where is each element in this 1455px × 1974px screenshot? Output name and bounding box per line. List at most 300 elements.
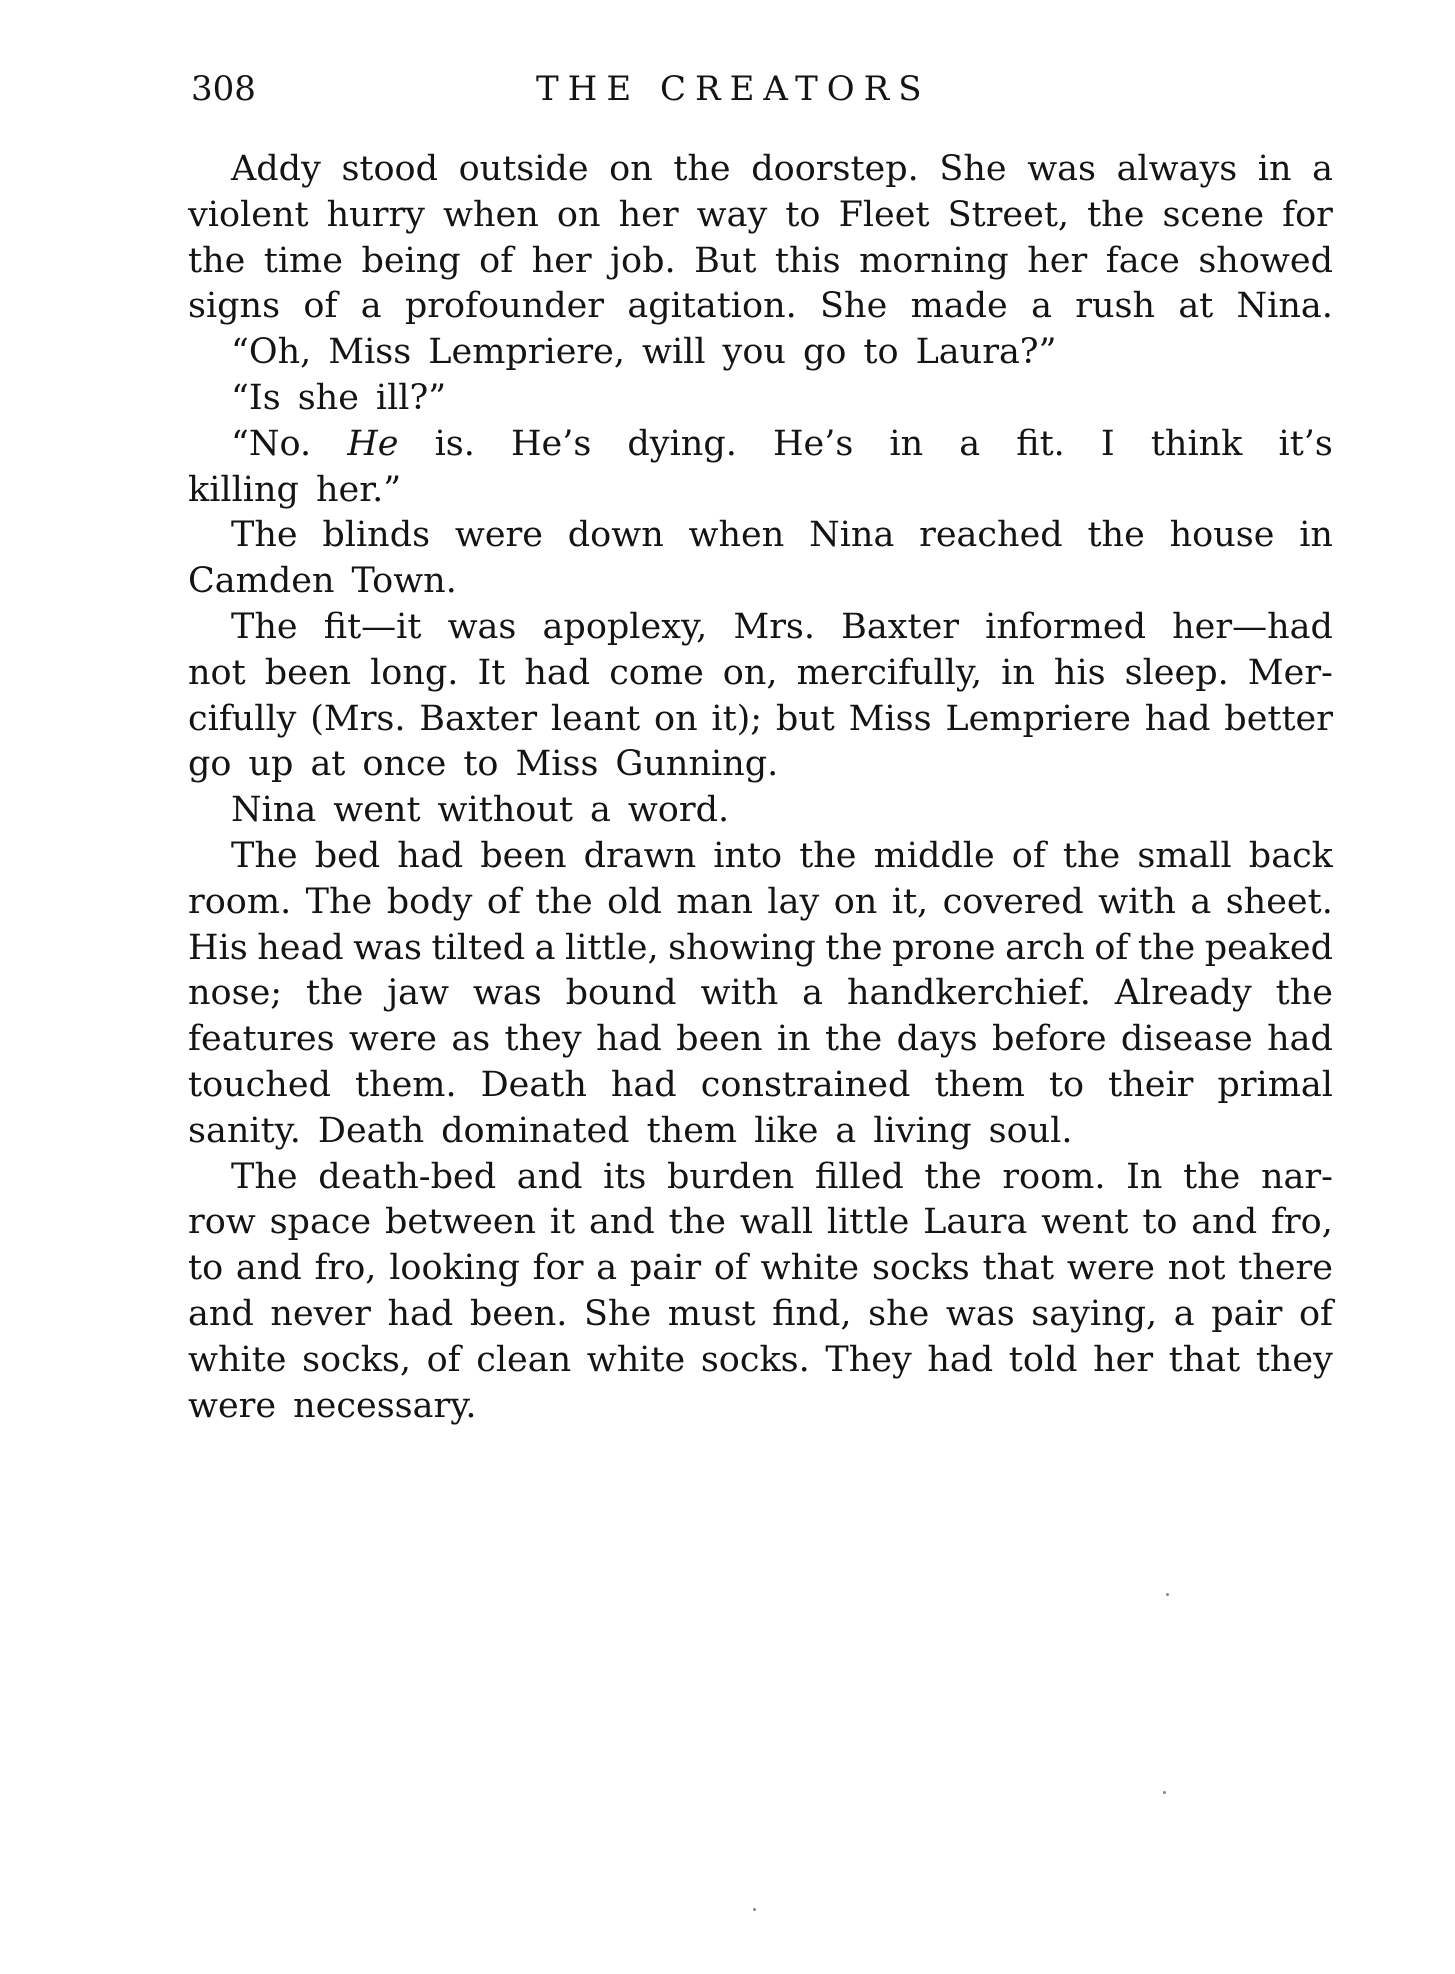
text-line — [188, 1155, 1333, 1201]
word: His — [188, 927, 248, 968]
word: the — [799, 835, 857, 876]
word: as — [451, 1019, 491, 1060]
word: little — [826, 1202, 910, 1243]
word: a — [1190, 881, 1212, 922]
word: been. — [469, 1293, 568, 1334]
word: went — [333, 790, 421, 831]
word: cifully — [188, 698, 297, 739]
text-line — [188, 1063, 1333, 1109]
word: Baxter — [841, 606, 960, 647]
word: was — [1027, 149, 1096, 189]
word: Nina — [809, 515, 895, 556]
text-line — [188, 605, 1333, 651]
word: been — [264, 652, 352, 693]
word: days — [896, 1019, 978, 1060]
word: fro, — [314, 1248, 377, 1289]
page-header — [191, 64, 1336, 114]
word: to — [463, 744, 499, 785]
word: the — [1087, 515, 1145, 556]
word: on, — [722, 652, 778, 693]
word: Mrs. — [733, 606, 816, 647]
word: head — [257, 927, 344, 968]
word: them — [646, 1110, 738, 1151]
word: a — [1312, 149, 1333, 189]
word: up — [248, 744, 294, 785]
word: like — [754, 1110, 819, 1151]
word: Laura — [923, 1202, 1028, 1243]
word: was — [472, 973, 542, 1014]
word: and — [589, 1202, 655, 1243]
word: of — [713, 1248, 748, 1289]
word: had — [610, 1064, 677, 1105]
word: She — [583, 1293, 652, 1334]
scan-speck — [1163, 1791, 1166, 1794]
word: go — [802, 332, 847, 373]
word: a — [596, 1248, 618, 1289]
word: the — [188, 240, 246, 281]
word: told — [1008, 1339, 1078, 1380]
word: of — [1298, 1293, 1333, 1334]
word: burden — [667, 1156, 795, 1197]
word: showing — [668, 927, 816, 968]
word: to — [188, 1248, 224, 1289]
word: disease — [1120, 1019, 1253, 1060]
text-line — [188, 330, 1333, 376]
word: They — [825, 1339, 912, 1380]
word: primal — [1217, 1064, 1333, 1105]
word: there — [1238, 1248, 1333, 1289]
word: clean — [476, 1339, 572, 1380]
word: the — [1183, 1156, 1241, 1197]
word: Lempriere — [945, 698, 1131, 739]
word: long. — [370, 652, 459, 693]
word: rush — [1075, 286, 1156, 327]
word: of — [479, 240, 514, 281]
word: Miss — [848, 698, 932, 739]
word: were — [454, 515, 543, 556]
word: with — [1098, 881, 1176, 922]
word: Gunning. — [615, 744, 779, 785]
word: leant — [550, 698, 641, 739]
word: hurry — [326, 194, 425, 235]
word: back — [1248, 835, 1333, 876]
word: when — [688, 515, 785, 556]
word: her — [1093, 1339, 1154, 1380]
text-line — [188, 513, 1333, 559]
word: blinds — [322, 515, 431, 556]
word: room. — [188, 881, 292, 922]
word: jaw — [387, 973, 449, 1014]
word: outside — [458, 149, 589, 189]
word: soul. — [988, 1110, 1073, 1151]
word: their — [1108, 1064, 1194, 1105]
word: profounder — [404, 286, 605, 327]
word: fro, — [1270, 1202, 1333, 1243]
word: the — [1087, 194, 1145, 235]
word: was — [353, 927, 423, 968]
word: job. — [610, 240, 676, 281]
word: in — [1001, 652, 1035, 693]
word: face — [1105, 240, 1180, 281]
word: row — [188, 1202, 256, 1243]
word: “No. — [231, 423, 312, 464]
word: of — [426, 1339, 461, 1380]
word: drawn — [583, 835, 697, 876]
word: a — [959, 423, 981, 464]
word: handkerchief. — [846, 973, 1091, 1014]
word: Miss — [515, 744, 599, 785]
word: were — [348, 1019, 438, 1060]
word: lay — [767, 881, 820, 922]
word: for — [532, 1248, 584, 1289]
word: socks, — [302, 1339, 412, 1380]
word: tilted — [431, 927, 526, 968]
word: on — [556, 194, 601, 235]
word: on — [833, 881, 878, 922]
word: The — [231, 515, 298, 556]
word: Already — [1114, 973, 1252, 1014]
word: In — [1126, 1156, 1163, 1197]
word: Mer- — [1247, 652, 1333, 693]
text-line — [188, 147, 1333, 193]
word: “Is — [231, 377, 281, 418]
word: them. — [354, 1064, 457, 1105]
word: doorstep. — [751, 149, 919, 189]
word: this — [774, 240, 841, 281]
word: not — [1167, 1248, 1226, 1289]
text-line — [188, 1292, 1333, 1338]
word: will — [642, 332, 706, 373]
word: I — [1100, 423, 1115, 464]
word: white — [760, 1248, 860, 1289]
word: her.” — [315, 469, 402, 510]
word: (Mrs. — [310, 698, 406, 739]
word: Laura?” — [915, 332, 1057, 373]
word: her — [1027, 240, 1088, 281]
word: a — [534, 927, 556, 968]
word: went — [1041, 1202, 1129, 1243]
word: into — [713, 835, 783, 876]
word: come — [609, 652, 704, 693]
word: of — [486, 881, 521, 922]
word: and — [235, 1248, 302, 1289]
text-line — [188, 559, 1333, 605]
word: was — [447, 606, 517, 647]
word: fit—it — [323, 606, 422, 647]
text-line — [188, 376, 1333, 422]
word: sanity. — [188, 1110, 301, 1151]
word: necessary. — [293, 1385, 477, 1426]
word: room. — [1002, 1156, 1106, 1197]
word: nar- — [1261, 1156, 1333, 1197]
scan-speck — [753, 1908, 756, 1911]
text-line — [188, 834, 1333, 880]
word: wall — [739, 1202, 814, 1243]
word: The — [231, 606, 298, 647]
word: space — [269, 1202, 372, 1243]
word: old — [607, 881, 662, 922]
word: to — [785, 194, 821, 235]
word: her — [618, 194, 679, 235]
word: “Oh, — [231, 332, 312, 373]
text-line — [188, 422, 1333, 468]
word: of — [303, 286, 338, 327]
word: middle — [873, 835, 995, 876]
text-line — [188, 468, 1333, 514]
word: had — [524, 652, 591, 693]
word: in — [1299, 515, 1333, 556]
word: Miss — [328, 332, 412, 373]
word: Death — [480, 1064, 587, 1105]
word: Baxter — [419, 698, 538, 739]
word: the — [673, 149, 731, 189]
running-head: THE CREATORS — [536, 69, 931, 109]
word: were — [188, 1385, 277, 1426]
text-line — [188, 651, 1333, 697]
word: body — [386, 881, 473, 922]
word: informed — [985, 606, 1146, 647]
word: The — [231, 835, 298, 876]
word: white — [586, 1339, 686, 1380]
word: the — [1137, 927, 1196, 968]
word: better — [1224, 698, 1333, 739]
word: scene — [1162, 194, 1265, 235]
word: Nina — [231, 790, 317, 831]
word: constrained — [700, 1064, 911, 1105]
word: being — [361, 240, 461, 281]
text-line — [188, 1384, 1333, 1430]
word: Camden — [188, 561, 335, 602]
word: she — [297, 377, 359, 418]
word: house — [1169, 515, 1275, 556]
word: but — [775, 698, 835, 739]
word: Town. — [351, 561, 457, 602]
word: it’s — [1278, 423, 1333, 464]
word: It — [477, 652, 506, 693]
word: between — [384, 1202, 537, 1243]
text-line — [188, 1109, 1333, 1155]
word: it, — [891, 881, 929, 922]
word: a — [1031, 286, 1052, 327]
word: sleep. — [1124, 652, 1229, 693]
word: on — [609, 149, 653, 189]
word: agitation. — [627, 286, 797, 327]
word: Addy — [231, 149, 321, 189]
word: pair — [629, 1248, 702, 1289]
word: stood — [341, 149, 439, 189]
text-line — [188, 880, 1333, 926]
word: peaked — [1204, 927, 1333, 968]
word: to — [863, 332, 899, 373]
word: violent — [188, 194, 309, 235]
word: without — [437, 790, 573, 831]
word: to — [1142, 1202, 1178, 1243]
word: mercifully, — [796, 652, 983, 693]
word: you — [722, 332, 786, 373]
word: nose; — [188, 973, 283, 1014]
word: his — [1053, 652, 1106, 693]
word: down — [567, 515, 664, 556]
word: they — [504, 1019, 582, 1060]
word: had — [387, 1293, 454, 1334]
word: He — [347, 423, 399, 464]
word: on — [654, 698, 698, 739]
word: a — [589, 790, 611, 831]
text-line — [188, 697, 1333, 743]
body-text — [188, 147, 1333, 1429]
word: was — [945, 1293, 1015, 1334]
word: He’s — [772, 423, 854, 464]
word: made — [910, 286, 1008, 327]
text-line — [188, 788, 1333, 834]
word: reached — [919, 515, 1063, 556]
word: find, — [772, 1293, 852, 1334]
word: bed — [314, 835, 381, 876]
word: showed — [1198, 240, 1333, 281]
text-line — [188, 193, 1333, 239]
word: that — [1168, 1339, 1241, 1380]
word: death-bed — [318, 1156, 497, 1197]
word: the — [1275, 973, 1333, 1014]
word: covered — [942, 881, 1084, 922]
word: She — [939, 149, 1007, 189]
word: prone — [892, 927, 996, 968]
word: a — [360, 286, 382, 327]
word: the — [825, 927, 883, 968]
word: a — [802, 973, 824, 1014]
word: her—had — [1172, 606, 1333, 647]
text-line — [188, 971, 1333, 1017]
word: But — [694, 240, 757, 281]
word: living — [873, 1110, 972, 1151]
word: the — [668, 1202, 726, 1243]
word: and — [516, 1156, 583, 1197]
word: The — [305, 881, 373, 922]
word: bound — [565, 973, 677, 1014]
text-line — [188, 239, 1333, 285]
word: been — [480, 835, 567, 876]
word: and — [188, 1293, 254, 1334]
word: of — [1094, 927, 1129, 968]
word: way — [696, 194, 768, 235]
word: Street, — [947, 194, 1070, 235]
word: apoplexy, — [542, 606, 708, 647]
word: its — [603, 1156, 647, 1197]
word: in — [776, 1019, 811, 1060]
word: of — [1011, 835, 1046, 876]
word: before — [991, 1019, 1107, 1060]
text-line — [188, 1338, 1333, 1384]
word: sheet. — [1225, 881, 1333, 922]
word: arch — [1005, 927, 1085, 968]
word: the — [924, 1156, 982, 1197]
word: go — [188, 744, 232, 785]
word: socks — [871, 1248, 970, 1289]
word: that — [982, 1248, 1055, 1289]
word: features — [188, 1019, 335, 1060]
word: at — [310, 744, 346, 785]
word: think — [1150, 423, 1243, 464]
word: small — [1137, 835, 1232, 876]
word: saying, — [1031, 1293, 1158, 1334]
word: with — [700, 973, 779, 1014]
word: is. — [434, 423, 475, 464]
text-line — [188, 1200, 1333, 1246]
word: had — [397, 835, 464, 876]
word: Nina. — [1236, 286, 1333, 327]
word: in — [1257, 149, 1292, 189]
text-line — [188, 284, 1333, 330]
word: the — [1062, 835, 1121, 876]
word: had — [1144, 698, 1211, 739]
word: man — [676, 881, 753, 922]
word: a — [835, 1110, 857, 1151]
word: not — [188, 652, 246, 693]
word: in — [889, 423, 924, 464]
word: killing — [188, 469, 299, 510]
word: touched — [188, 1064, 331, 1105]
word: they — [1255, 1339, 1333, 1380]
word: had — [1267, 1019, 1333, 1060]
word: The — [231, 1156, 298, 1197]
word: socks. — [700, 1339, 810, 1380]
text-line — [188, 926, 1333, 972]
word: pair — [1211, 1293, 1283, 1334]
word: word. — [627, 790, 730, 831]
word: were — [1066, 1248, 1155, 1289]
word: her — [531, 240, 592, 281]
word: white — [188, 1339, 287, 1380]
word: at — [1178, 286, 1214, 327]
word: always — [1116, 149, 1238, 189]
word: the — [535, 881, 593, 922]
word: and — [1191, 1202, 1258, 1243]
word: dominated — [441, 1110, 630, 1151]
word: morning — [859, 240, 1009, 281]
word: time — [263, 240, 343, 281]
word: had — [927, 1339, 994, 1380]
word: once — [362, 744, 447, 785]
text-line — [188, 1246, 1333, 1292]
word: been — [676, 1019, 763, 1060]
word: it — [549, 1202, 576, 1243]
word: it); — [711, 698, 763, 739]
word: signs — [188, 286, 281, 327]
word: Lempriere, — [428, 332, 625, 373]
word: little, — [565, 927, 659, 968]
word: the — [824, 1019, 883, 1060]
word: She — [820, 286, 888, 327]
word: looking — [389, 1248, 520, 1289]
text-line — [188, 742, 1333, 788]
word: to — [1048, 1064, 1085, 1105]
word: when — [443, 194, 539, 235]
word: must — [667, 1293, 756, 1334]
page-number: 308 — [191, 69, 256, 109]
word: ill?” — [375, 377, 447, 418]
word: dying. — [627, 423, 737, 464]
word: had — [595, 1019, 662, 1060]
word: He’s — [510, 423, 592, 464]
word: fit. — [1016, 423, 1065, 464]
word: filled — [814, 1156, 904, 1197]
word: Death — [317, 1110, 425, 1151]
scan-speck — [1166, 1593, 1169, 1596]
word: Fleet — [838, 194, 930, 235]
word: never — [270, 1293, 371, 1334]
word: the — [306, 973, 364, 1014]
word: a — [1173, 1293, 1195, 1334]
